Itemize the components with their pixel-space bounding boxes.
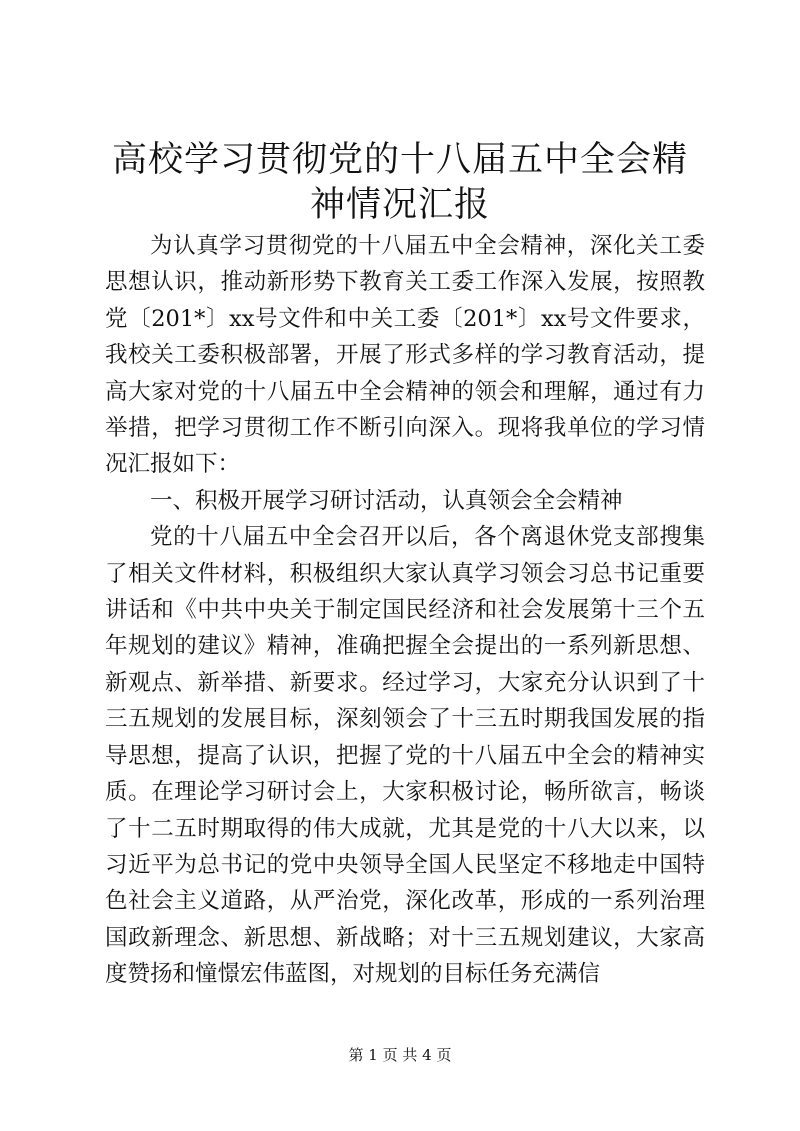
document-title: 高校学习贯彻党的十八届五中全会精神情况汇报 bbox=[111, 140, 688, 225]
section-heading: 一、积极开展学习研讨活动，认真领会全会精神 bbox=[150, 487, 623, 514]
page-footer: 第 1 页 共 4 页 bbox=[348, 1046, 452, 1064]
section-paragraph: 党的十八届五中全会召开以后，各个离退休党支部搜集了相关文件材料，积极组织大家认真学习领会习总书记重要讲话和《中共中央关于制定国民经济和社会发展第十三个五年规划的建议》精神，准确把握全会提出的一系列新思想、新观点、新举措、新要求。经过学习，大家充分认识到了十三五规划的发展目标，深刻领会了十三五时期我国发展的指导思想，提高了认识，把握了党的十八届五中全会的精神实质。在理论学习研讨会上，大家积极讨论，畅所欲言，畅谈了十二五时期取得的伟大成就，尤其是党的十八大以来，以习近平为总书记的党中央领导全国人民坚定不移地走中国特色社会主义道路，从严治党，深化改革，形成的一系列治理国政新理念、新思想、新战略；对十三五规划建议，大家高度赞扬和憧憬宏伟蓝图，对规划的目标任务充满信 bbox=[105, 524, 705, 988]
intro-paragraph: 为认真学习贯彻党的十八届五中全会精神，深化关工委思想认识，推动新形势下教育关工委工作深入发展，按照教党〔201*〕xx号文件和中关工委〔201*〕xx号文件要求，我校关工委积极部署，开展了形式多样的学习教育活动，提高大家对党的十八届五中全会精神的领会和理解，通过有力举措，把学习贯彻工作不断引向深入。现将我单位的学习情况汇报如下： bbox=[105, 233, 705, 478]
document-body bbox=[105, 228, 705, 993]
